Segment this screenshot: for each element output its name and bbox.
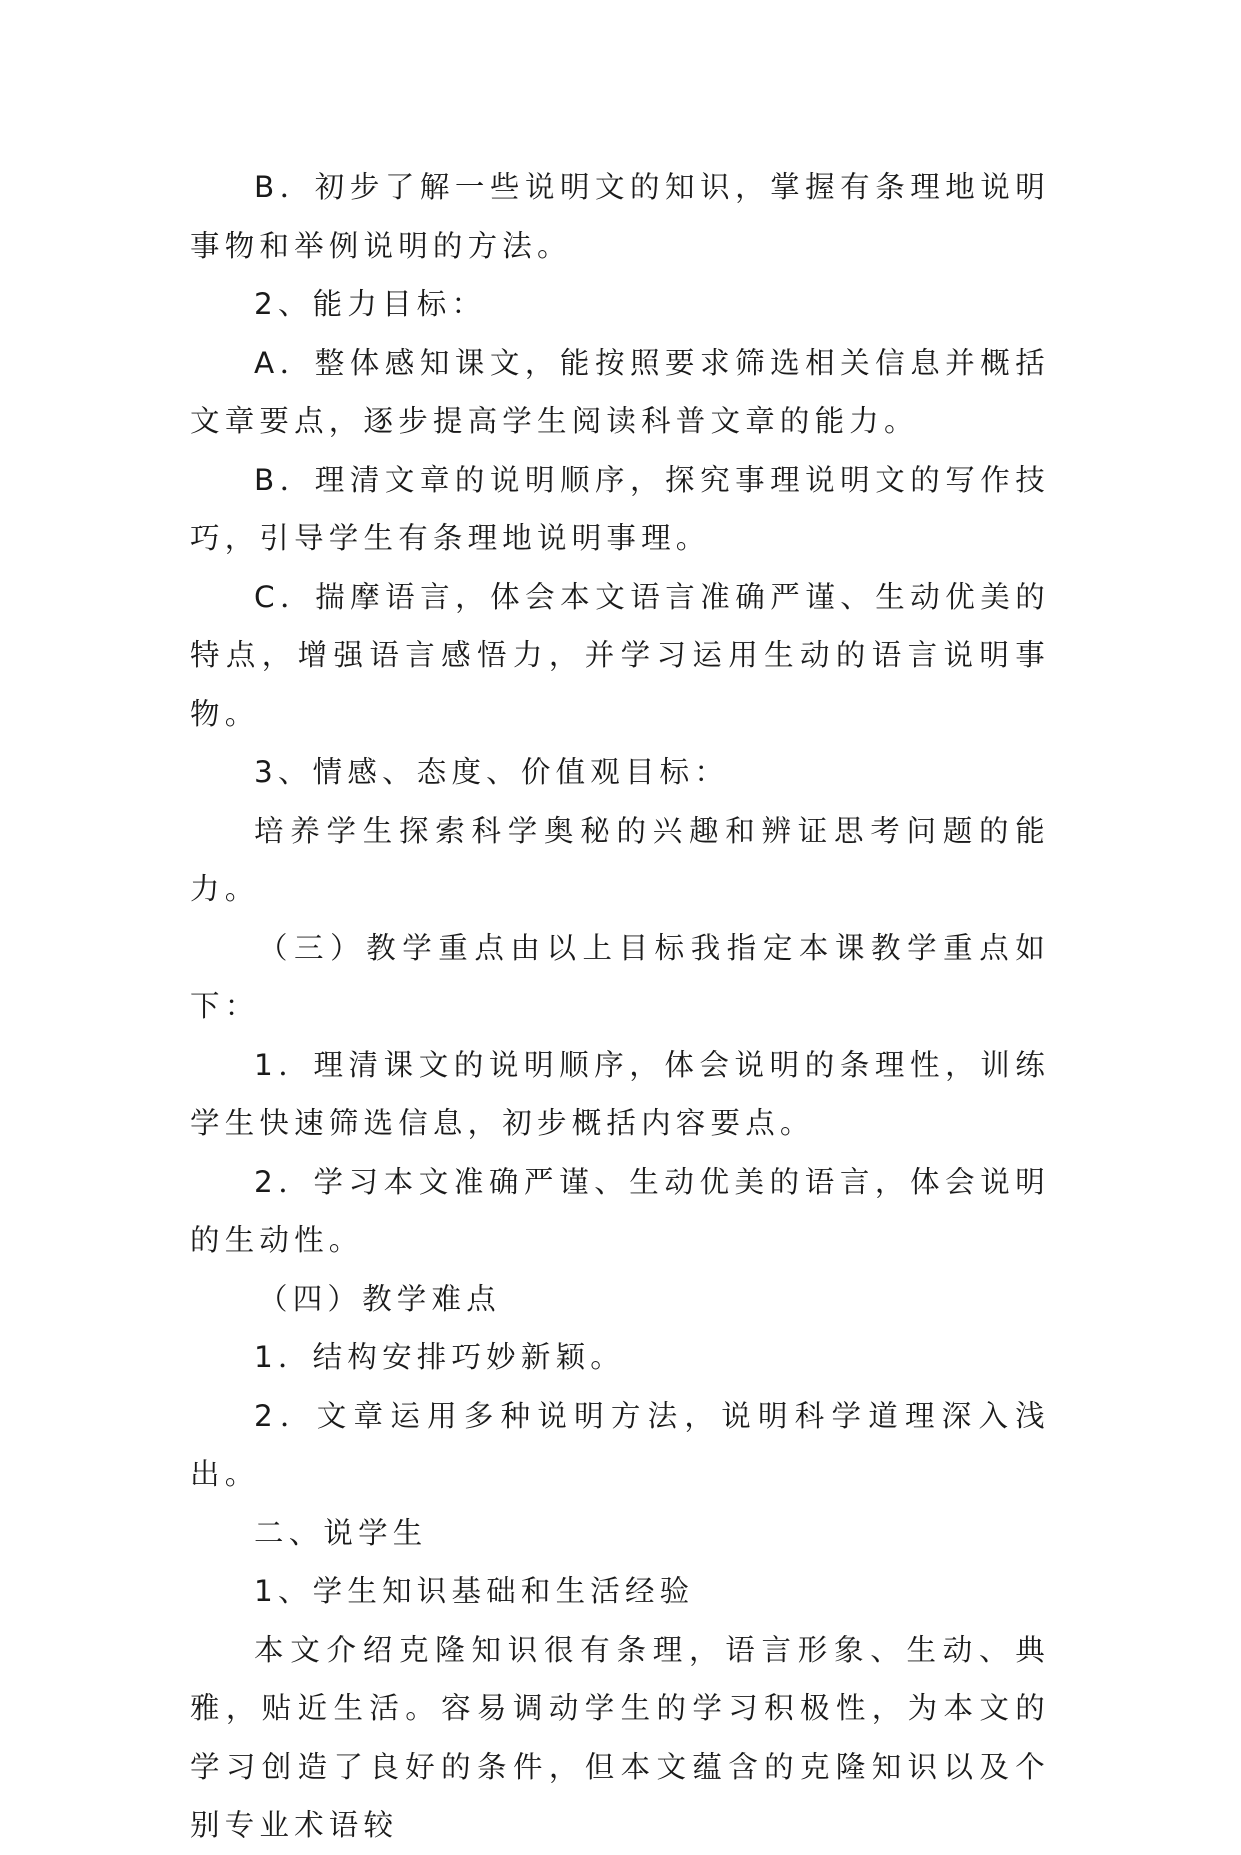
heading-teaching-difficulty: [190, 1270, 1050, 1329]
paragraph-text: A．整体感知课文，能按照要求筛选相关信息并概括文章要点，逐步提高学生阅读科普文章的能力。: [190, 345, 1050, 438]
paragraph-student-analysis: [190, 1621, 1050, 1855]
paragraph-text: 本文介绍克隆知识很有条理，语言形象、生动、典雅，贴近生活。容易调动学生的学习积极性，为本文的学习创造了良好的条件，但本文蕴含的克隆知识以及个别专业术语较: [190, 1632, 1050, 1842]
paragraph-ability-a: [190, 334, 1050, 451]
heading-emotion-objectives: [190, 743, 1050, 802]
paragraph-ability-b: [190, 451, 1050, 568]
paragraph-focus-2: [190, 1153, 1050, 1270]
heading-student-knowledge: [190, 1562, 1050, 1621]
paragraph-text: 1．结构安排巧妙新颖。: [254, 1340, 625, 1374]
paragraph-emotion-goal: [190, 802, 1050, 919]
heading-about-students: [190, 1504, 1050, 1563]
paragraph-text: 1、学生知识基础和生活经验: [254, 1574, 695, 1608]
paragraph-difficulty-1: [190, 1328, 1050, 1387]
paragraph-ability-c: [190, 568, 1050, 744]
heading-ability-objectives: [190, 275, 1050, 334]
paragraph-text: 3、情感、态度、价值观目标：: [254, 755, 730, 789]
paragraph-text: （三）教学重点由以上目标我指定本课教学重点如下：: [190, 930, 1050, 1023]
paragraph-objective-b: [190, 158, 1050, 275]
paragraph-text: 培养学生探索科学奥秘的兴趣和辨证思考问题的能力。: [190, 813, 1050, 906]
paragraph-text: B．初步了解一些说明文的知识，掌握有条理地说明事物和举例说明的方法。: [190, 170, 1050, 263]
heading-teaching-focus: [190, 919, 1050, 1036]
paragraph-text: 2．学习本文准确严谨、生动优美的语言，体会说明的生动性。: [190, 1164, 1050, 1257]
paragraph-text: 二、说学生: [254, 1515, 428, 1550]
paragraph-difficulty-2: [190, 1387, 1050, 1504]
paragraph-text: 2．文章运用多种说明方法，说明科学道理深入浅出。: [190, 1398, 1050, 1491]
paragraph-text: 2、能力目标：: [254, 287, 487, 321]
document-body: [190, 158, 1050, 1855]
paragraph-focus-1: [190, 1036, 1050, 1153]
paragraph-text: （四）教学难点: [258, 1281, 501, 1316]
paragraph-text: C．揣摩语言，体会本文语言准确严谨、生动优美的特点，增强语言感悟力，并学习运用生动的语言说明事物。: [190, 579, 1050, 731]
paragraph-text: B．理清文章的说明顺序，探究事理说明文的写作技巧，引导学生有条理地说明事理。: [190, 462, 1050, 555]
paragraph-text: 1．理清课文的说明顺序，体会说明的条理性，训练学生快速筛选信息，初步概括内容要点。: [190, 1047, 1050, 1140]
